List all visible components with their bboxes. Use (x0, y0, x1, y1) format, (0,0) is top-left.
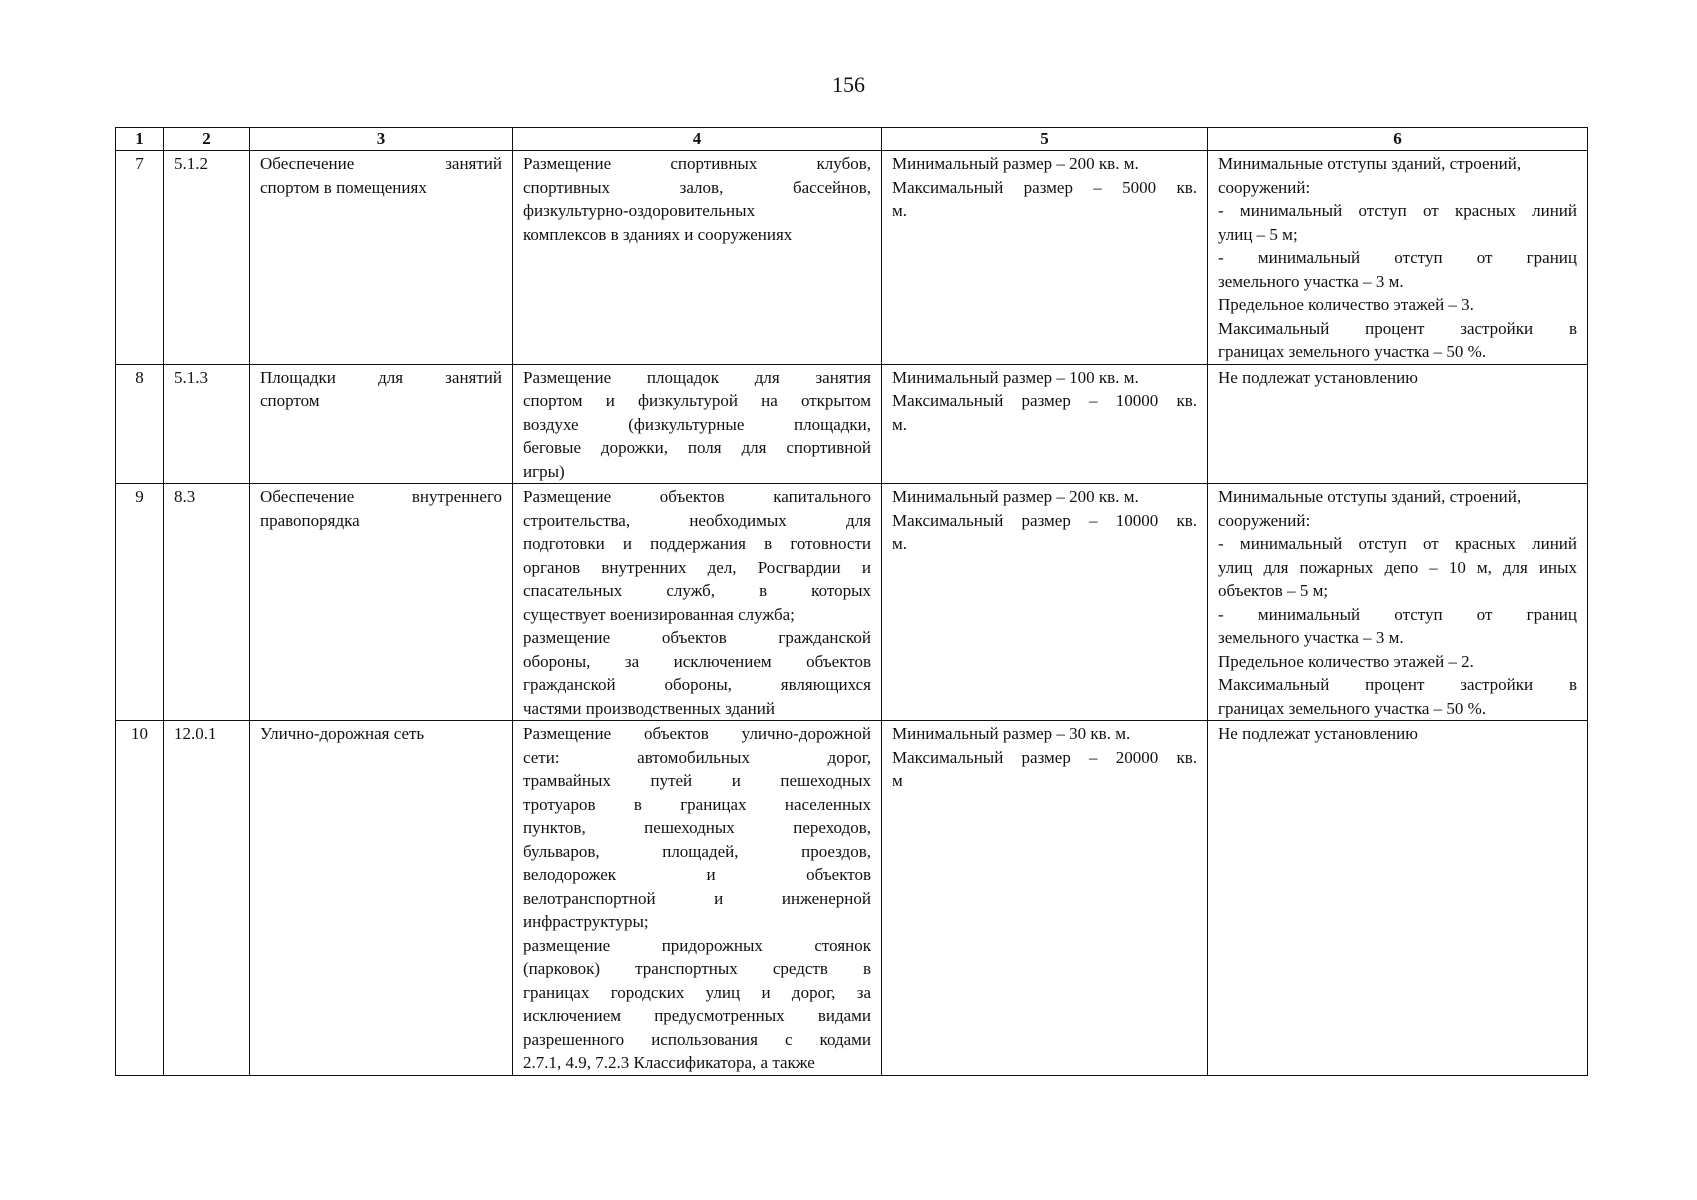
cell-text-line: Предельное количество этажей – 3. (1218, 295, 1474, 314)
table-row (116, 151, 1588, 365)
cell-text-line: велотранспортной и инженерной (523, 888, 871, 908)
cell-text-line: тротуаров в границах населенных (523, 794, 871, 814)
cell-text-line: Улично-дорожная сеть (260, 724, 425, 743)
cell-text-line: Размещение площадок для занятия (523, 367, 871, 387)
cell-text-line: Минимальные отступы зданий, строений, (1218, 487, 1522, 506)
use-name-cell (250, 721, 513, 1076)
use-code-cell: 5.1.3 (164, 364, 250, 484)
cell-text-line: существует военизированная служба; (523, 604, 795, 624)
cell-text-line: комплексов в зданиях и сооружениях (523, 224, 793, 244)
page-number: 156 (832, 72, 865, 97)
column-header: 6 (1208, 128, 1588, 151)
cell-text-line: 2.7.1, 4.9, 7.2.3 Классификатора, а также (523, 1053, 815, 1072)
column-header: 2 (164, 128, 250, 151)
cell-text-line: Минимальный размер – 200 кв. м. (892, 154, 1139, 173)
column-header: 3 (250, 128, 513, 151)
zoning-regulations-table (115, 127, 1588, 1076)
use-name-cell (250, 484, 513, 721)
cell-text-line: обороны, за исключением объектов (523, 651, 871, 671)
cell-text-line: пунктов, пешеходных переходов, (523, 818, 871, 837)
cell-text-line: земельного участка – 3 м. (1218, 628, 1404, 647)
plot-size-cell (882, 484, 1208, 721)
cell-text-line: м. (892, 534, 908, 553)
cell-text-line: Максимальный размер – 10000 кв. (892, 510, 1197, 530)
use-name-cell (250, 151, 513, 365)
cell-text-line: спасательных служб, в которых (523, 581, 871, 600)
cell-text-line: физкультурно-оздоровительных (523, 201, 756, 220)
cell-text-line: сооружений: (1218, 177, 1311, 197)
cell-text-line: Размещение объектов улично-дорожной (523, 724, 871, 743)
building-parameters-cell (1208, 721, 1588, 1076)
cell-text-line: беговые дорожки, поля для спортивной (523, 438, 871, 457)
cell-text-line: игры) (523, 461, 565, 481)
row-number-cell: 9 (116, 484, 164, 721)
cell-text-line: правопорядка (260, 510, 360, 530)
cell-text-line: объектов – 5 м; (1218, 581, 1329, 600)
cell-text-line: размещение придорожных стоянок (523, 935, 871, 955)
cell-text-line: (парковок) транспортных средств в (523, 959, 871, 978)
cell-text-line: размещение объектов гражданской (523, 628, 871, 647)
use-code-cell: 5.1.2 (164, 151, 250, 365)
column-header: 5 (882, 128, 1208, 151)
plot-size-cell (882, 151, 1208, 365)
cell-text-line: Обеспечение внутреннего (260, 487, 502, 506)
cell-text-line: сооружений: (1218, 510, 1311, 530)
use-description-cell (513, 484, 882, 721)
cell-text-line: спортом и физкультурой на открытом (523, 391, 871, 410)
header-row (116, 128, 1588, 151)
cell-text-line: улиц для пожарных депо – 10 м, для иных (1218, 557, 1577, 577)
cell-text-line: Максимальный процент застройки в (1218, 318, 1577, 338)
cell-text-line: Максимальный процент застройки в (1218, 675, 1577, 694)
cell-text-line: сети: автомобильных дорог, (523, 747, 871, 767)
table-row (116, 364, 1588, 484)
cell-text-line: частями производственных зданий (523, 698, 775, 718)
cell-text-line: Минимальный размер – 100 кв. м. (892, 367, 1139, 387)
cell-text-line: бульваров, площадей, проездов, (523, 841, 871, 861)
building-parameters-cell (1208, 151, 1588, 365)
cell-text-line: воздухе (физкультурные площадки, (523, 414, 871, 434)
use-name-cell (250, 364, 513, 484)
table-row (116, 484, 1588, 721)
cell-text-line: Размещение спортивных клубов, (523, 154, 871, 173)
use-description-cell (513, 151, 882, 365)
cell-text-line: Минимальный размер – 200 кв. м. (892, 487, 1139, 506)
column-header: 4 (513, 128, 882, 151)
building-parameters-cell (1208, 484, 1588, 721)
cell-text-line: земельного участка – 3 м. (1218, 271, 1404, 291)
use-code-cell: 8.3 (164, 484, 250, 721)
cell-text-line: м. (892, 201, 908, 220)
cell-text-line: Размещение объектов капитального (523, 487, 871, 506)
cell-text-line: Обеспечение занятий (260, 154, 502, 173)
cell-text-line: границах земельного участка – 50 %. (1218, 342, 1487, 361)
use-code-cell: 12.0.1 (164, 721, 250, 1076)
cell-text-line: исключением предусмотренных видами (523, 1006, 871, 1025)
building-parameters-cell (1208, 364, 1588, 484)
cell-text-line: трамвайных путей и пешеходных (523, 771, 871, 790)
cell-text-line: спортом в помещениях (260, 177, 427, 197)
cell-text-line: Не подлежат установлению (1218, 724, 1418, 743)
plot-size-cell (882, 364, 1208, 484)
cell-text-line: органов внутренних дел, Росгвардии и (523, 557, 871, 577)
cell-text-line: инфраструктуры; (523, 912, 649, 931)
row-number-cell: 10 (116, 721, 164, 1076)
cell-text-line: границах земельного участка – 50 %. (1218, 698, 1487, 718)
row-number-cell: 8 (116, 364, 164, 484)
cell-text-line: подготовки и поддержания в готовности (523, 534, 871, 553)
cell-text-line: велодорожек и объектов (523, 865, 871, 884)
cell-text-line: - минимальный отступ от красных линий (1218, 534, 1577, 553)
plot-size-cell (882, 721, 1208, 1076)
cell-text-line: спортивных залов, бассейнов, (523, 177, 871, 197)
cell-text-line: - минимальный отступ от красных линий (1218, 201, 1577, 220)
cell-text-line: Минимальные отступы зданий, строений, (1218, 154, 1522, 173)
row-number-cell: 7 (116, 151, 164, 365)
cell-text-line: Максимальный размер – 5000 кв. (892, 177, 1197, 197)
table-row (116, 721, 1588, 1076)
cell-text-line: Максимальный размер – 10000 кв. (892, 391, 1197, 410)
cell-text-line: строительства, необходимых для (523, 510, 871, 530)
cell-text-line: - минимальный отступ от границ (1218, 248, 1577, 267)
cell-text-line: спортом (260, 391, 320, 410)
cell-text-line: Максимальный размер – 20000 кв. (892, 747, 1197, 767)
cell-text-line: улиц – 5 м; (1218, 224, 1298, 244)
cell-text-line: границах городских улиц и дорог, за (523, 982, 871, 1002)
cell-text-line: Минимальный размер – 30 кв. м. (892, 724, 1131, 743)
use-description-cell (513, 721, 882, 1076)
use-description-cell (513, 364, 882, 484)
cell-text-line: Не подлежат установлению (1218, 367, 1418, 387)
cell-text-line: - минимальный отступ от границ (1218, 604, 1577, 624)
cell-text-line: Площадки для занятий (260, 367, 502, 387)
cell-text-line: м (892, 771, 903, 790)
cell-text-line: Предельное количество этажей – 2. (1218, 651, 1474, 671)
cell-text-line: м. (892, 414, 908, 434)
cell-text-line: гражданской обороны, являющихся (523, 675, 871, 694)
cell-text-line: разрешенного использования с кодами (523, 1029, 871, 1049)
column-header: 1 (116, 128, 164, 151)
